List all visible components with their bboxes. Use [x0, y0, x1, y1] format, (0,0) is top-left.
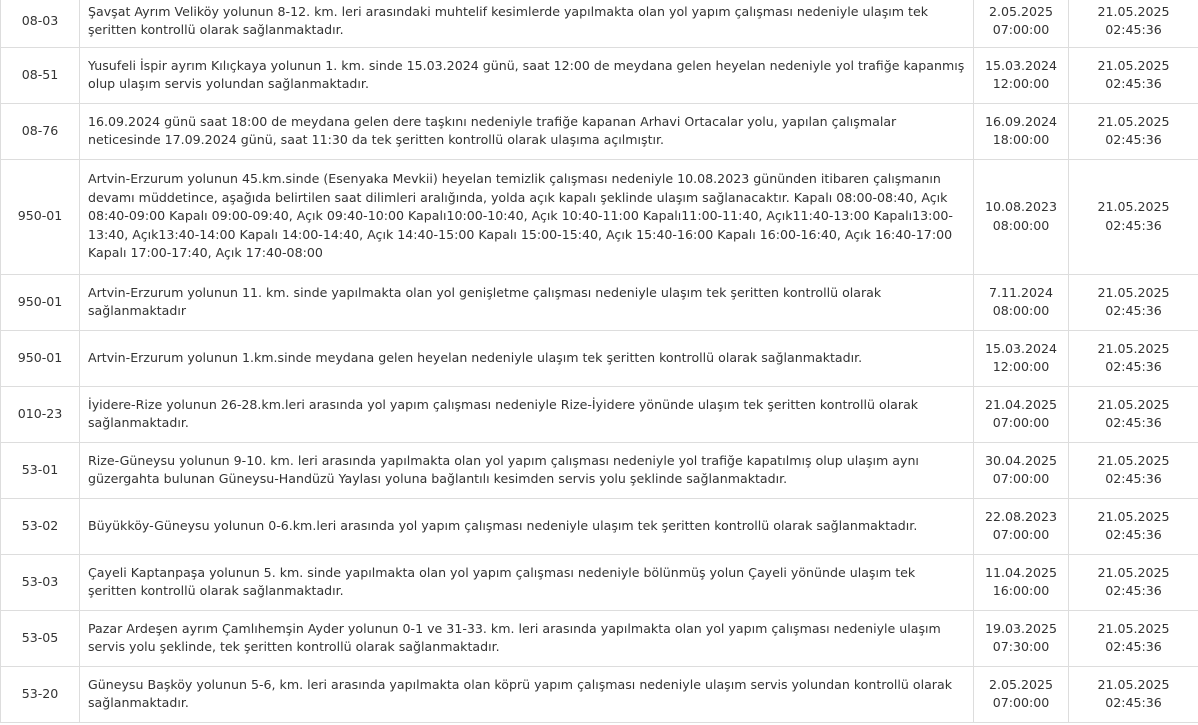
start-date: 11.04.2025: [984, 564, 1058, 580]
updated-time: 02:45:36: [1105, 415, 1162, 430]
start-date: 2.05.2025: [988, 676, 1054, 692]
table-row: [1, 47, 1198, 103]
table-row: [1, 442, 1198, 498]
updated-time: 02:45:36: [1105, 217, 1162, 233]
description-cell: Şavşat Ayrım Veliköy yolunun 8-12. km. leri arasındaki muhtelif kesimlerde yapılmakta olan yol yapım çalışması nedeniyle ulaşım tek şeritten kontrollü olarak sağlanmaktadır.: [80, 0, 974, 47]
updated-time: 02:45:36: [1105, 527, 1162, 542]
start-date: 2.05.2025: [988, 3, 1054, 19]
start-date: 16.09.2024: [984, 113, 1058, 129]
start-date: 30.04.2025: [984, 452, 1058, 468]
updated-datetime-cell: [1069, 666, 1198, 722]
start-datetime-cell: [974, 0, 1069, 47]
updated-date: 21.05.2025: [1097, 508, 1170, 524]
start-time: 07:00:00: [992, 415, 1050, 430]
start-time: 07:00:00: [992, 22, 1050, 38]
updated-datetime-cell: [1069, 103, 1198, 159]
start-time: 08:00:00: [992, 303, 1050, 318]
start-time: 07:30:00: [992, 639, 1050, 654]
description-cell: Çayeli Kaptanpaşa yolunun 5. km. sinde yapılmakta olan yol yapım çalışması nedeniyle bölünmüş yolun Çayeli yönünde ulaşım tek şeritten kontrollü olarak sağlanmaktadır.: [80, 554, 974, 610]
road-code-cell: 950-01: [1, 274, 80, 330]
description-cell: Yusufeli İspir ayrım Kılıçkaya yolunun 1. km. sinde 15.03.2024 günü, saat 12:00 de meydana gelen heyelan nedeniyle yol trafiğe kapanmış olup ulaşım servis yolundan sağlanmaktadır.: [80, 47, 974, 103]
updated-time: 02:45:36: [1105, 583, 1162, 598]
table-row: [1, 274, 1198, 330]
road-code-cell: 08-51: [1, 47, 80, 103]
start-datetime-cell: [974, 103, 1069, 159]
updated-time: 02:45:36: [1105, 22, 1162, 38]
start-time: 07:00:00: [992, 471, 1050, 486]
updated-time: 02:45:36: [1105, 471, 1162, 486]
road-code-cell: 08-03: [1, 0, 80, 47]
updated-datetime-cell: [1069, 442, 1198, 498]
updated-date: 21.05.2025: [1097, 620, 1170, 636]
table-row: [1, 498, 1198, 554]
start-date: 22.08.2023: [984, 508, 1058, 524]
start-time: 08:00:00: [992, 217, 1050, 233]
start-time: 07:00:00: [992, 695, 1050, 710]
start-time: 12:00:00: [992, 76, 1050, 91]
start-datetime-cell: [974, 274, 1069, 330]
table-row: [1, 554, 1198, 610]
road-code-cell: 950-01: [1, 159, 80, 274]
updated-date: 21.05.2025: [1097, 57, 1170, 73]
start-datetime-cell: [974, 159, 1069, 274]
updated-datetime-cell: [1069, 274, 1198, 330]
start-datetime-cell: [974, 442, 1069, 498]
updated-time: 02:45:36: [1105, 359, 1162, 374]
updated-date: 21.05.2025: [1097, 564, 1170, 580]
description-cell: Güneysu Başköy yolunun 5-6, km. leri arasında yapılmakta olan köprü yapım çalışması nedeniyle ulaşım servis yolundan kontrollü olarak sağlanmaktadır.: [80, 666, 974, 722]
start-date: 7.11.2024: [988, 284, 1054, 300]
road-code-cell: 010-23: [1, 386, 80, 442]
description-cell: Artvin-Erzurum yolunun 1.km.sinde meydana gelen heyelan nedeniyle ulaşım tek şeritten kontrollü olarak sağlanmaktadır.: [80, 330, 974, 386]
start-datetime-cell: [974, 554, 1069, 610]
updated-datetime-cell: [1069, 159, 1198, 274]
road-code-cell: 53-01: [1, 442, 80, 498]
start-datetime-cell: [974, 666, 1069, 722]
description-cell: Büyükköy-Güneysu yolunun 0-6.km.leri arasında yol yapım çalışması nedeniyle ulaşım tek şeritten kontrollü olarak sağlanmaktadır.: [80, 498, 974, 554]
table-row: [1, 330, 1198, 386]
updated-date: 21.05.2025: [1097, 340, 1170, 356]
updated-datetime-cell: [1069, 554, 1198, 610]
updated-date: 21.05.2025: [1097, 676, 1170, 692]
road-code-cell: 53-20: [1, 666, 80, 722]
description-cell: Rize-Güneysu yolunun 9-10. km. leri arasında yapılmakta olan yol yapım çalışması nedeniyle yol trafiğe kapatılmış olup ulaşım aynı güzergahta bulunan Güneysu-Handüzü Yaylası yoluna bağlantılı kesimden servis yolu şeklinde sağlanmaktadır.: [80, 442, 974, 498]
road-code-cell: 950-01: [1, 330, 80, 386]
start-date: 15.03.2024: [984, 340, 1058, 356]
road-code-cell: 08-76: [1, 103, 80, 159]
road-code-cell: 53-02: [1, 498, 80, 554]
start-date: 21.04.2025: [984, 396, 1058, 412]
updated-datetime-cell: [1069, 47, 1198, 103]
start-date: 15.03.2024: [984, 57, 1058, 73]
updated-date: 21.05.2025: [1097, 396, 1170, 412]
table-row: [1, 666, 1198, 722]
description-cell: İyidere-Rize yolunun 26-28.km.leri arasında yol yapım çalışması nedeniyle Rize-İyidere yönünde ulaşım tek şeritten kontrollü olarak sağlanmaktadır.: [80, 386, 974, 442]
updated-date: 21.05.2025: [1097, 452, 1170, 468]
updated-time: 02:45:36: [1105, 639, 1162, 654]
description-cell: Pazar Ardeşen ayrım Çamlıhemşin Ayder yolunun 0-1 ve 31-33. km. leri arasında yapılmakta olan yol yapım çalışması nedeniyle ulaşım servis yolu şeklinde, tek şeritten kontrollü olarak sağlanmaktadır.: [80, 610, 974, 666]
start-time: 18:00:00: [992, 132, 1050, 147]
start-datetime-cell: [974, 386, 1069, 442]
start-datetime-cell: [974, 498, 1069, 554]
table-row: [1, 159, 1198, 274]
table-row: [1, 0, 1198, 47]
updated-time: 02:45:36: [1105, 132, 1162, 147]
start-date: 19.03.2025: [984, 620, 1058, 636]
description-cell: Artvin-Erzurum yolunun 45.km.sinde (Esenyaka Mevkii) heyelan temizlik çalışması nedeniyle 10.08.2023 gününden itibaren çalışmanın devamı müddetince, aşağıda belirtilen saat dilimleri aralığında, yolda açık kapalı şeklinde ulaşım sağlanacaktır. Kapalı 08:00-08:40, Açık 08:40-09:00 Kapalı 09:00-09:40, Açık 09:40-10:00 Kapalı10:00-10:40, Açık 10:40-11:00 Kapalı11:00-11:40, Açık11:40-13:00 Kapalı13:00-13:40, Açık13:40-14:00 Kapalı 14:00-14:40, Açık 14:40-15:00 Kapalı 15:00-15:40, Açık 15:40-16:00 Kapalı 16:00-16:40, Açık 16:40-17:00 Kapalı 17:00-17:40, Açık 17:40-08:00: [80, 159, 974, 274]
updated-date: 21.05.2025: [1097, 199, 1170, 214]
table-row: [1, 610, 1198, 666]
start-datetime-cell: [974, 47, 1069, 103]
start-datetime-cell: [974, 610, 1069, 666]
start-time: 07:00:00: [992, 527, 1050, 542]
updated-datetime-cell: [1069, 498, 1198, 554]
updated-time: 02:45:36: [1105, 76, 1162, 91]
updated-datetime-cell: [1069, 610, 1198, 666]
start-time: 12:00:00: [992, 359, 1050, 374]
table-body: [1, 0, 1198, 722]
road-code-cell: 53-03: [1, 554, 80, 610]
updated-time: 02:45:36: [1105, 695, 1162, 710]
updated-datetime-cell: [1069, 0, 1198, 47]
updated-date: 21.05.2025: [1097, 3, 1170, 19]
updated-datetime-cell: [1069, 386, 1198, 442]
description-cell: Artvin-Erzurum yolunun 11. km. sinde yapılmakta olan yol genişletme çalışması nedeniyle ulaşım tek şeritten kontrollü olarak sağlanmaktadır: [80, 274, 974, 330]
updated-datetime-cell: [1069, 330, 1198, 386]
table-row: [1, 386, 1198, 442]
description-cell: 16.09.2024 günü saat 18:00 de meydana gelen dere taşkını nedeniyle trafiğe kapanan Arhavi Ortacalar yolu, yapılan çalışmalar neticesinde 17.09.2024 günü, saat 11:30 da tek şeritten kontrollü olarak ulaşıma açılmıştır.: [80, 103, 974, 159]
start-time: 16:00:00: [992, 583, 1050, 598]
updated-time: 02:45:36: [1105, 303, 1162, 318]
start-date: 10.08.2023: [984, 199, 1058, 214]
table-row: [1, 103, 1198, 159]
updated-date: 21.05.2025: [1097, 113, 1170, 129]
updated-date: 21.05.2025: [1097, 284, 1170, 300]
start-datetime-cell: [974, 330, 1069, 386]
road-code-cell: 53-05: [1, 610, 80, 666]
